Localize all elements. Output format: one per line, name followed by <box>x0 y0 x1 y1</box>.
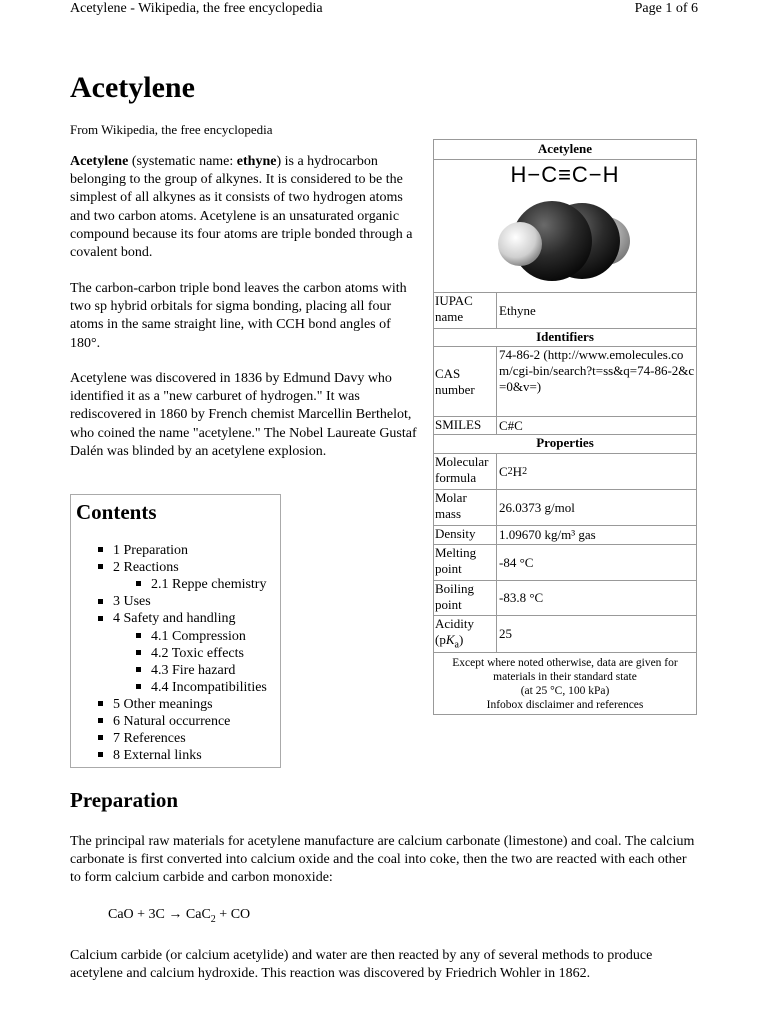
iupac-label: IUPAC name <box>434 293 497 328</box>
intro-term: Acetylene <box>70 154 129 169</box>
toc-item[interactable] <box>136 662 235 679</box>
eq-product-1: CaC <box>182 907 211 922</box>
preparation-paragraph-1: The principal raw materials for acetylene manufacture are calcium carbonate (limestone) and coal. The calcium carbonate is first converted into calcium oxide and the coal into coke, then the two are reacted with each other to form calcium carbide and carbon monoxide: <box>70 834 695 886</box>
density-row <box>434 525 696 544</box>
bullet-icon <box>98 616 103 621</box>
toc-item[interactable] <box>98 559 179 576</box>
molar-mass-value: 26.0373 g/mol <box>499 499 575 515</box>
document-title: Acetylene - Wikipedia, the free encyclopedia <box>70 1 323 16</box>
bullet-icon <box>136 633 141 638</box>
toc-item-label: 4.4 Incompatibilities <box>151 679 267 695</box>
smiles-value: C#C <box>499 417 523 433</box>
space-filling-model-icon <box>494 194 638 290</box>
melting-point-value: -84 °C <box>499 554 534 570</box>
molecular-formula-value: C 2 H 2 <box>499 463 528 479</box>
toc-item-label: 4.1 Compression <box>151 628 246 644</box>
carbide-equation <box>108 906 250 924</box>
preparation-heading: Preparation <box>70 788 179 812</box>
molar-mass-label: Molar mass <box>434 490 497 525</box>
toc-item[interactable] <box>98 610 235 627</box>
toc-title: Contents <box>76 500 157 524</box>
formula-c: C <box>499 463 508 479</box>
bullet-icon <box>98 547 103 552</box>
acidity-label-suffix: ) <box>458 632 464 647</box>
toc-item-label: 3 Uses <box>113 594 151 610</box>
infobox-title: Acetylene <box>537 141 593 156</box>
boiling-point-row <box>434 580 696 615</box>
toc-item[interactable] <box>98 730 186 747</box>
melting-point-label: Melting point <box>434 545 497 580</box>
iupac-row <box>434 292 696 328</box>
eq-lhs: CaO + 3C <box>108 907 169 922</box>
toc-item-label: 4 Safety and handling <box>113 611 236 627</box>
melting-point-row <box>434 544 696 580</box>
smiles-label: SMILES <box>434 417 497 434</box>
iupac-value: Ethyne <box>499 302 536 318</box>
toc-item[interactable] <box>136 645 244 662</box>
history-paragraph: Acetylene was discovered in 1836 by Edmund Davy who identified it as a "new carburet of hydrogen." It was rediscovered in 1860 by French chemist Marcellin Berthelot, who coined the name "acetylene." The Nobel Laureate Gustaf Dalén was blinded by an acetylene explosion. <box>70 371 417 459</box>
intro-alt-term: ethyne <box>236 154 277 169</box>
preparation-paragraph-2: Calcium carbide (or calcium acetylide) and water are then reacted by any of several methods to produce acetylene and calcium hydroxide. This reaction was discovered by Friedrich Wohler in 1862. <box>70 948 653 982</box>
molar-mass-row <box>434 489 696 525</box>
bullet-icon <box>98 752 103 757</box>
density-value: 1.09670 kg/m³ gas <box>499 527 596 542</box>
acidity-label-k: K <box>445 632 455 647</box>
toc-item[interactable] <box>136 628 246 645</box>
toc-item-label: 2 Reactions <box>113 560 179 576</box>
eq-arrow: → <box>168 907 183 922</box>
toc-item-label: 4.2 Toxic effects <box>151 645 244 661</box>
bond-paragraph: The carbon-carbon triple bond leaves the carbon atoms with two sp hybrid orbitals for sigma bonding, placing all four atoms in the same straight line, with CCH bond angles of 180°. <box>70 281 407 351</box>
density-label: Density <box>434 526 497 544</box>
infobox-footnote <box>434 656 696 712</box>
infobox-disclaimer-link[interactable]: Infobox disclaimer and references <box>486 699 644 711</box>
toc-item[interactable] <box>98 713 230 730</box>
note-conditions: (at 25 °C, 100 kPa) <box>520 685 610 697</box>
bullet-icon <box>136 581 141 586</box>
intro-paragraph <box>70 153 420 262</box>
toc-item-label: 2.1 Reppe chemistry <box>151 577 267 593</box>
toc-item-label: 5 Other meanings <box>113 696 213 712</box>
page-indicator: Page 1 of 6 <box>634 1 698 16</box>
toc-item-label: 8 External links <box>113 748 202 764</box>
toc-item-label: 6 Natural occurrence <box>113 714 231 729</box>
bullet-icon <box>98 564 103 569</box>
molecular-formula-row <box>434 453 696 489</box>
identifiers-heading: Identifiers <box>434 328 696 346</box>
intro-text-a: (systematic name: <box>128 154 237 169</box>
toc-item-label: 1 Preparation <box>113 543 189 558</box>
toc-item[interactable] <box>98 593 151 610</box>
acidity-row <box>434 615 696 653</box>
acidity-label-prefix: Acidity (p <box>435 616 474 647</box>
smiles-row <box>434 416 696 434</box>
eq-product-2: + CO <box>215 907 251 922</box>
formula-h: H <box>512 463 523 479</box>
bullet-icon <box>136 684 141 689</box>
eq-product-1-sub: 2 <box>210 913 216 925</box>
bullet-icon <box>98 718 103 723</box>
infobox <box>433 139 697 715</box>
source-line: From Wikipedia, the free encyclopedia <box>70 122 273 137</box>
bullet-icon <box>98 599 103 604</box>
toc-item[interactable] <box>98 542 188 559</box>
boiling-point-label: Boiling point <box>434 581 497 615</box>
acidity-label <box>434 616 497 652</box>
bullet-icon <box>136 667 141 672</box>
cas-value: 74-86-2 (http://www.emolecules.com/cgi-bin/search?t=ss&q=74-86-2&c=0&v=) <box>499 347 695 394</box>
note-standard-state: Except where noted otherwise, data are given for materials in their standard state <box>452 657 678 683</box>
toc-item[interactable] <box>136 679 267 696</box>
molecular-formula-label: Molecular formula <box>434 454 497 489</box>
toc-item[interactable] <box>98 747 202 764</box>
cas-row <box>434 346 696 416</box>
boiling-point-value: -83.8 °C <box>499 590 544 605</box>
bullet-icon <box>98 701 103 706</box>
intro-text-b: ) is a hydrocarbon belonging to the group of alkynes. It is considered to be the simplest of all alkynes as it consists of two hydrogen atoms and two carbon atoms. Acetylene is an unsaturated organic compound because its four atoms are triple bonded through a covalent bond. <box>70 154 413 261</box>
infobox-image-row <box>434 159 696 292</box>
properties-heading: Properties <box>434 434 696 453</box>
bullet-icon <box>98 735 103 740</box>
toc-item-label: 7 References <box>113 731 186 747</box>
acidity-value: 25 <box>499 626 512 641</box>
page-title: Acetylene <box>70 71 195 104</box>
toc-item[interactable] <box>136 576 266 593</box>
toc-item-label: 4.3 Fire hazard <box>151 662 236 678</box>
acidity-label-sub: a <box>454 639 459 651</box>
structural-formula: H−C≡C−H <box>510 162 620 187</box>
toc-item[interactable] <box>98 696 213 713</box>
bullet-icon <box>136 650 141 655</box>
cas-label: CAS number <box>434 347 497 416</box>
